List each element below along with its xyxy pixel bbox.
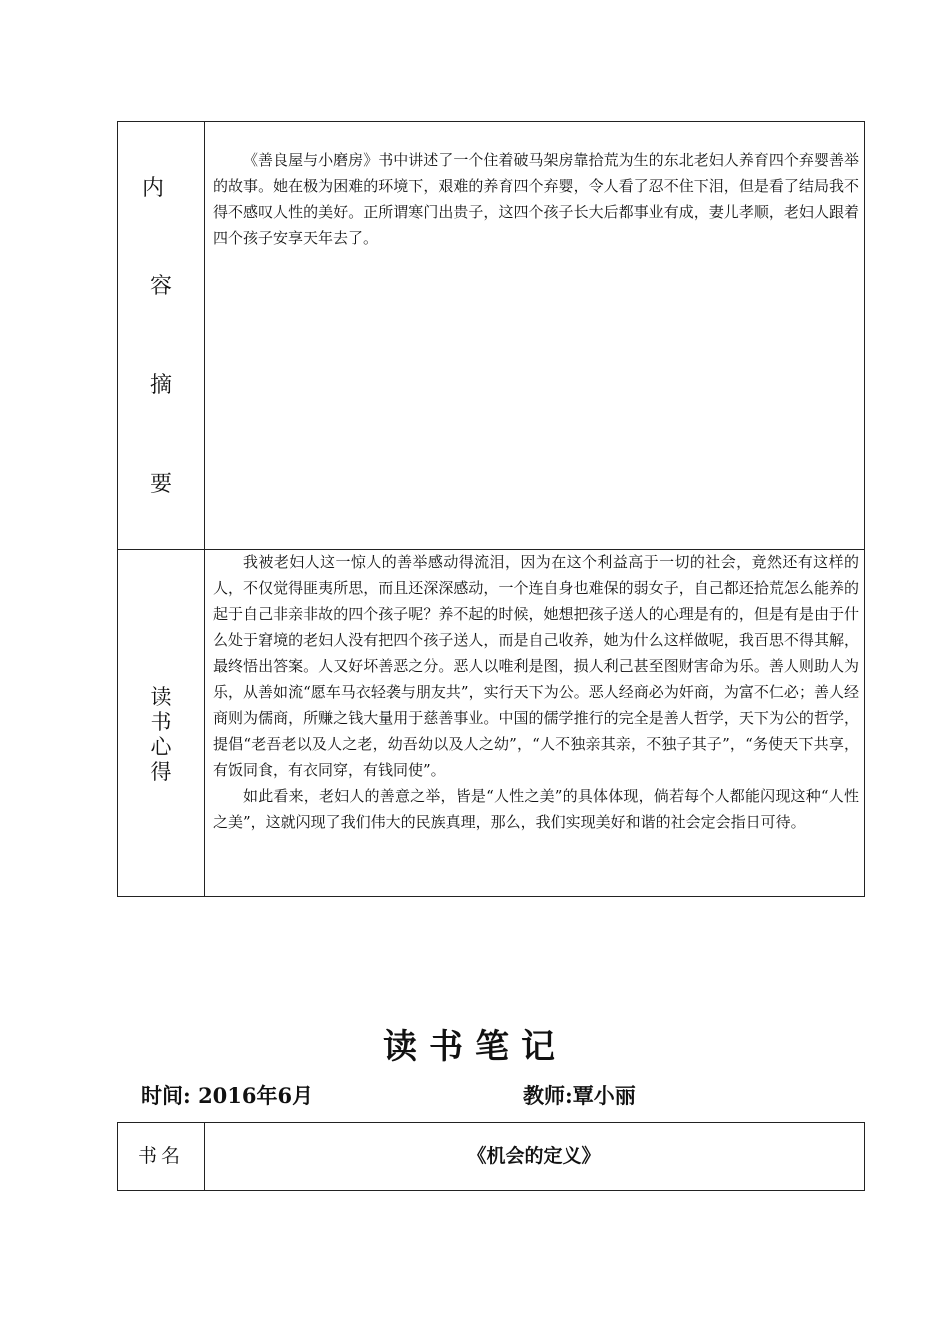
- summary-label-char-1: 内: [142, 176, 165, 201]
- reflection-paragraph-2: 如此看来，老妇人的善意之举，皆是“人性之美”的具体体现，倘若每个人都能闪现这种“人性之美”，这就闪现了我们伟大的民族真理，那么，我们实现美好和谐的社会定会指日可待。: [213, 787, 859, 831]
- column-divider: [204, 122, 205, 896]
- reflection-label-char-3: 心: [150, 735, 172, 759]
- book-name-value: 《机会的定义》: [467, 1145, 601, 1167]
- reading-notes-table: [117, 121, 865, 897]
- summary-label-char-3: 摘: [150, 373, 173, 398]
- reflection-label-char-4: 得: [150, 760, 172, 784]
- teacher-field: 教师:覃小丽: [523, 1083, 636, 1108]
- reflection-paragraph-1: 我被老妇人这一惊人的善举感动得流泪，因为在这个利益高于一切的社会，竟然还有这样的人，不仅觉得匪夷所思，而且还深深感动，一个连自身也难保的弱女子，自己都还拾荒怎么能养的起于自己非亲非故的四个孩子呢？养不起的时候，她想把孩子送人的心理是有的，但是有是由于什么处于窘境的老妇人没有把四个孩子送人，而是自己收养，她为什么这样做呢，我百思不得其解，最终悟出答案。人又好坏善恶之分。恶人以唯利是图，损人利己甚至图财害命为乐。善人则助人为乐，从善如流“愿车马衣轻袭与朋友共”，实行天下为公。恶人经商必为奸商，为富不仁必；善人经商则为儒商，所赚之钱大量用于慈善事业。中国的儒学推行的完全是善人哲学，天下为公的哲学，提倡“老吾老以及人之老，幼吾幼以及人之幼”，“人不独亲其亲，不独子其子”，“务使天下共享，有饭同食，有衣同穿，有钱同使”。: [213, 553, 859, 779]
- book-name-label: 书名: [137, 1145, 184, 1167]
- time-field: 时间: 2016年6月: [141, 1083, 314, 1108]
- book-table: [117, 1122, 865, 1191]
- summary-text: 《善良屋与小磨房》书中讲述了一个住着破马架房靠拾荒为生的东北老妇人养育四个弃婴善举的故事。她在极为困难的环境下，艰难的养育四个弃婴，令人看了忍不住下泪，但是看了结局我不得不感叹人性的美好。正所谓寒门出贵子，这四个孩子长大后都事业有成，妻儿孝顺，老妇人跟着四个孩子安享天年去了。: [213, 151, 859, 247]
- page-title: 读书笔记: [383, 1027, 567, 1067]
- summary-content: [213, 147, 859, 251]
- summary-label-char-2: 容: [150, 274, 173, 299]
- reflection-content: [213, 549, 859, 835]
- reflection-label-char-1: 读: [150, 685, 172, 709]
- reflection-label-char-2: 书: [150, 710, 172, 734]
- reflection-label: [148, 685, 174, 785]
- summary-label-char-4: 要: [150, 472, 173, 497]
